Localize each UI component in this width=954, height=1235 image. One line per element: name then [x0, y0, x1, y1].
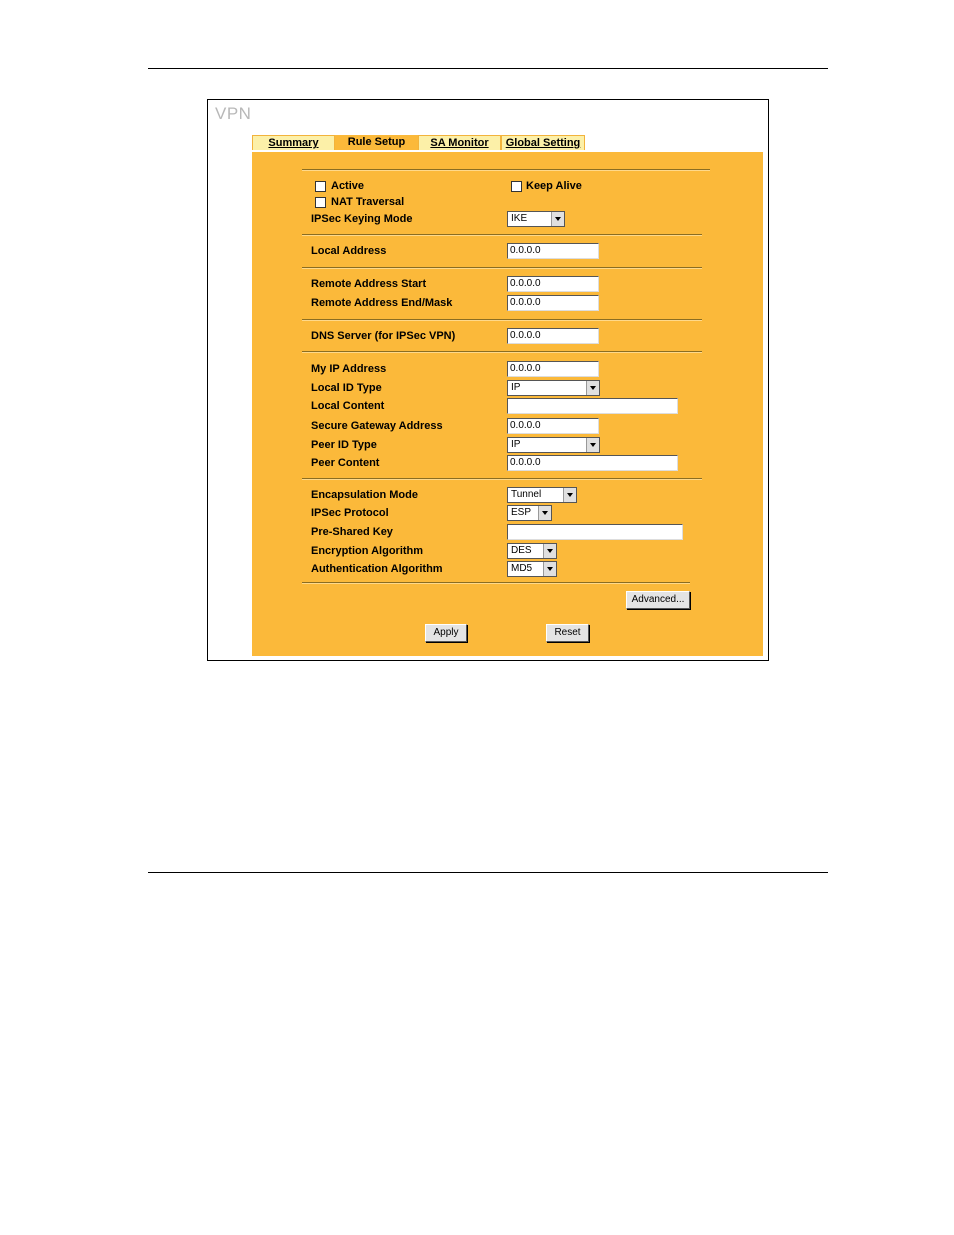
remote-address-start-label: Remote Address Start — [311, 278, 427, 290]
divider — [302, 478, 702, 480]
tab-sa-monitor[interactable]: SA Monitor — [418, 135, 501, 150]
local-content-input[interactable] — [507, 398, 678, 414]
page-title: VPN — [215, 104, 252, 123]
divider — [302, 169, 710, 171]
tab-summary[interactable]: Summary — [252, 135, 335, 150]
dns-server-input[interactable]: 0.0.0.0 — [507, 328, 599, 344]
active-label: Active — [331, 180, 365, 192]
divider — [302, 267, 702, 269]
authentication-algorithm-value: MD5 — [511, 563, 533, 574]
ipsec-keying-mode-select[interactable] — [507, 211, 565, 227]
chevron-down-icon — [586, 381, 599, 395]
peer-id-type-value: IP — [511, 439, 521, 450]
local-id-type-value: IP — [511, 382, 521, 393]
divider — [302, 582, 690, 584]
advanced-button[interactable]: Advanced... — [626, 591, 690, 609]
page-header-rule — [148, 68, 828, 69]
local-id-type-select[interactable] — [507, 380, 600, 396]
keep-alive-checkbox[interactable] — [511, 181, 522, 192]
local-address-label: Local Address — [311, 245, 387, 257]
local-address-input[interactable]: 0.0.0.0 — [507, 243, 599, 259]
peer-content-label: Peer Content — [311, 457, 380, 469]
ipsec-keying-mode-value: IKE — [511, 213, 528, 224]
encryption-algorithm-label: Encryption Algorithm — [311, 545, 424, 557]
nat-traversal-checkbox[interactable] — [315, 197, 326, 208]
nat-traversal-label: NAT Traversal — [331, 196, 405, 208]
remote-address-end-input[interactable]: 0.0.0.0 — [507, 295, 599, 311]
divider — [302, 234, 702, 236]
secure-gateway-address-input[interactable]: 0.0.0.0 — [507, 418, 599, 434]
chevron-down-icon — [543, 544, 556, 558]
local-id-type-label: Local ID Type — [311, 382, 382, 394]
rule-setup-panel — [252, 152, 763, 656]
peer-content-input[interactable]: 0.0.0.0 — [507, 455, 678, 471]
ipsec-protocol-select[interactable] — [507, 505, 552, 521]
chevron-down-icon — [563, 488, 576, 502]
tab-rule-setup[interactable]: Rule Setup — [335, 135, 418, 150]
pre-shared-key-input[interactable] — [507, 524, 683, 540]
tab-global-setting[interactable]: Global Setting — [501, 135, 585, 150]
divider — [302, 351, 702, 353]
secure-gateway-address-label: Secure Gateway Address — [311, 420, 443, 432]
authentication-algorithm-select[interactable] — [507, 561, 557, 577]
keep-alive-label: Keep Alive — [526, 180, 582, 192]
ipsec-protocol-value: ESP — [511, 507, 532, 518]
local-content-label: Local Content — [311, 400, 385, 412]
my-ip-address-label: My IP Address — [311, 363, 387, 375]
encapsulation-mode-value: Tunnel — [511, 489, 542, 500]
encryption-algorithm-value: DES — [511, 545, 532, 556]
reset-button[interactable]: Reset — [546, 624, 589, 642]
encryption-algorithm-select[interactable] — [507, 543, 557, 559]
remote-address-end-label: Remote Address End/Mask — [311, 297, 453, 309]
chevron-down-icon — [538, 506, 551, 520]
active-checkbox[interactable] — [315, 181, 326, 192]
remote-address-start-input[interactable]: 0.0.0.0 — [507, 276, 599, 292]
my-ip-address-input[interactable]: 0.0.0.0 — [507, 361, 599, 377]
divider — [302, 319, 702, 321]
chevron-down-icon — [551, 212, 564, 226]
vpn-screenshot-frame — [207, 99, 769, 661]
page-footer-rule — [148, 872, 828, 873]
peer-id-type-select[interactable] — [507, 437, 600, 453]
encapsulation-mode-label: Encapsulation Mode — [311, 489, 418, 501]
peer-id-type-label: Peer ID Type — [311, 439, 377, 451]
pre-shared-key-label: Pre-Shared Key — [311, 526, 393, 538]
chevron-down-icon — [543, 562, 556, 576]
dns-server-label: DNS Server (for IPSec VPN) — [311, 330, 456, 342]
ipsec-keying-mode-label: IPSec Keying Mode — [311, 213, 413, 225]
chevron-down-icon — [586, 438, 599, 452]
ipsec-protocol-label: IPSec Protocol — [311, 507, 389, 519]
encapsulation-mode-select[interactable] — [507, 487, 577, 503]
tab-bar — [252, 135, 585, 151]
apply-button[interactable]: Apply — [425, 624, 467, 642]
authentication-algorithm-label: Authentication Algorithm — [311, 563, 443, 575]
